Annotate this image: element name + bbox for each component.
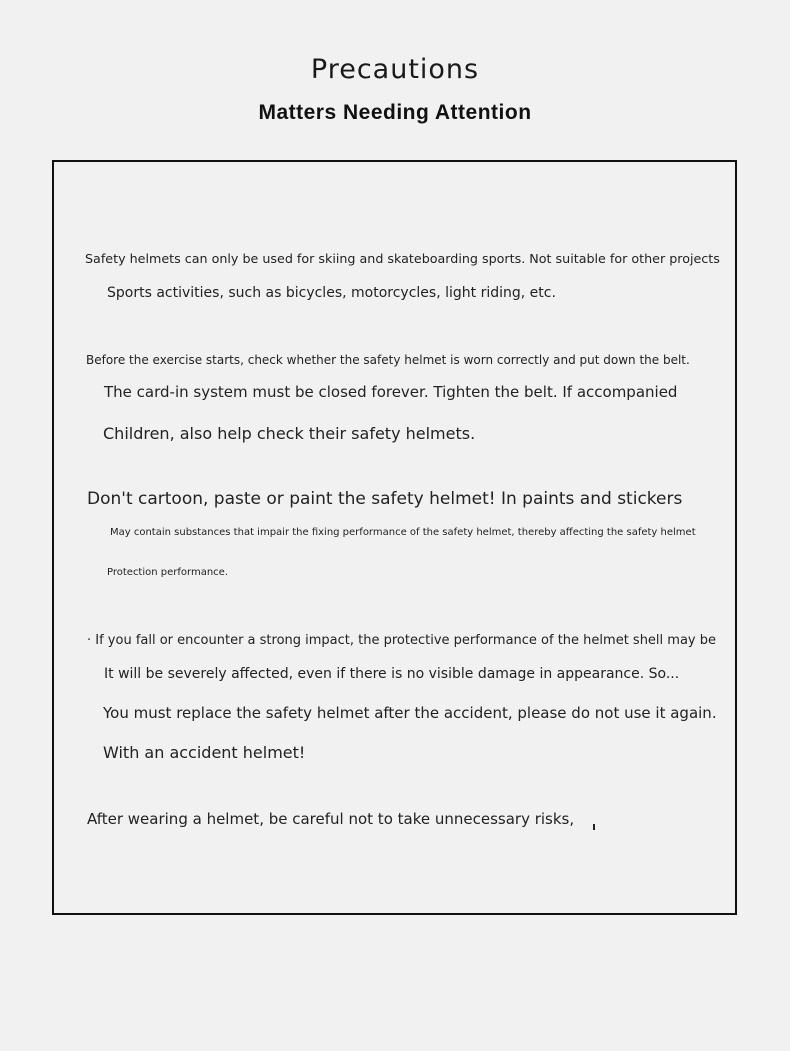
notice-p2-line2: The card-in system must be closed forever. Tighten the belt. If accompanied	[104, 383, 678, 401]
stray-mark	[593, 824, 595, 830]
notice-p4-line4: With an accident helmet!	[103, 743, 306, 762]
notice-p3-line1: Don't cartoon, paste or paint the safety helmet! In paints and stickers	[87, 489, 683, 509]
notice-p3-line3: Protection performance.	[107, 567, 228, 578]
notice-p1-line2: Sports activities, such as bicycles, motorcycles, light riding, etc.	[107, 285, 556, 301]
notice-p3-line2: May contain substances that impair the fixing performance of the safety helmet, thereby affecting the safety helmet	[110, 527, 696, 538]
notice-p4-line3: You must replace the safety helmet after the accident, please do not use it again.	[103, 704, 717, 722]
page-subtitle: Matters Needing Attention	[258, 101, 532, 124]
notice-p2-line3: Children, also help check their safety helmets.	[103, 424, 476, 443]
notice-p4-line2: It will be severely affected, even if there is no visible damage in appearance. So...	[104, 666, 680, 682]
notice-p5-line1: After wearing a helmet, be careful not to take unnecessary risks,	[87, 810, 575, 828]
notice-p2-line1: Before the exercise starts, check whether the safety helmet is worn correctly and put down the belt.	[86, 353, 690, 367]
notice-p1-line1: Safety helmets can only be used for skiing and skateboarding sports. Not suitable for other projects	[85, 251, 720, 266]
page-title: Precautions	[310, 54, 480, 85]
notice-p4-line1: · If you fall or encounter a strong impact, the protective performance of the helmet shell may be	[87, 633, 716, 648]
